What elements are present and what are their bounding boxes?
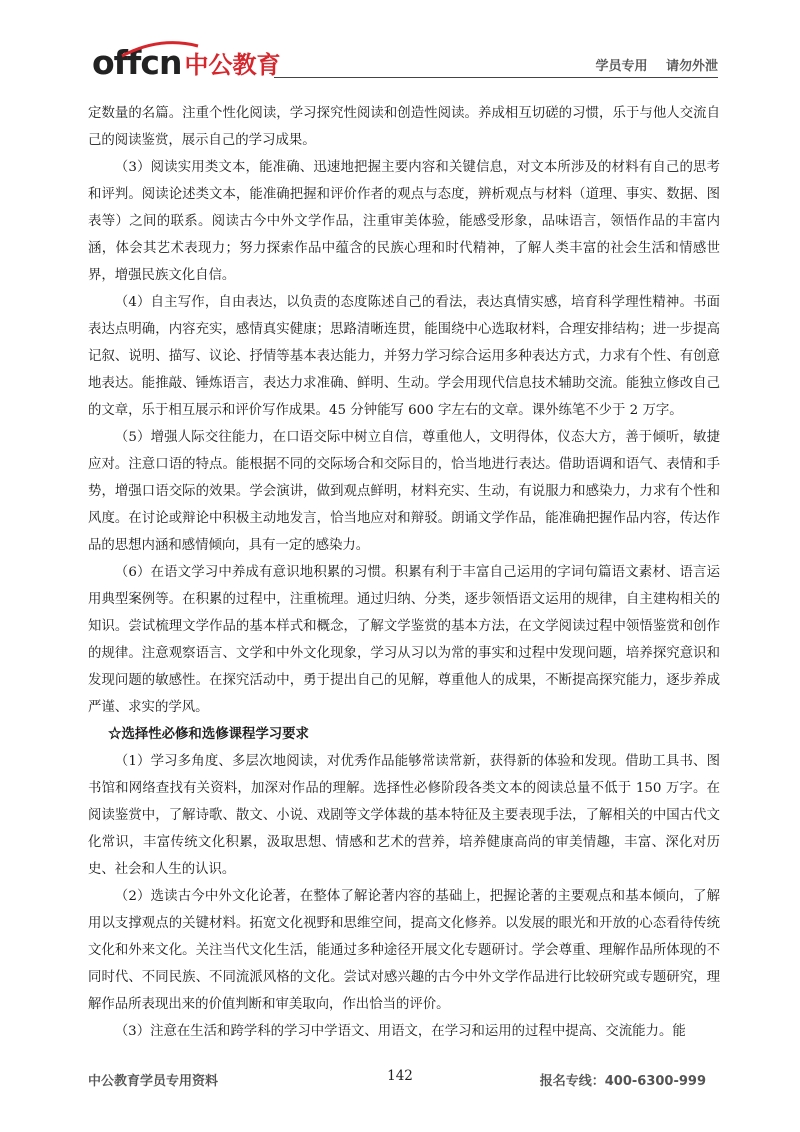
paragraph: （3）注意在生活和跨学科的学习中学语文、用语文，在学习和运用的过程中提高、交流能力。能 [114, 1024, 686, 1039]
document-body [88, 100, 720, 1045]
header-divider [274, 77, 718, 78]
paragraph: （1）学习多角度、多层次地阅读，对优秀作品能够常读常新，获得新的体验和发现。借助工具书、图书馆和网络查找有关资料，加深对作品的理解。选择性必修阶段各类文本的阅读总量不低于 150 万字。在阅读鉴赏中，了解诗歌、散文、小说、戏剧等文学体裁的基本特征及主要表现手法，了解相关的中国古代文化常识，丰富传统文化积累，汲取思想、情感和艺术的营养，培养健康高尚的审美情趣，丰富、深化对历史、社会和人生的认识。 [88, 754, 720, 877]
footer-hotline: 报名专线：400-6300-999 [539, 1074, 706, 1089]
paragraph: （5）增强人际交往能力，在口语交际中树立自信，尊重他人，文明得体，仪态大方，善于倾听，敏捷应对。注意口语的特点。能根据不同的交际场合和交际目的，恰当地进行表达。借助语调和语气、表情和手势，增强口语交际的效果。学会演讲，做到观点鲜明，材料充实、生动，有说服力和感染力，力求有个性和风度。在讨论或辩论中积极主动地发言，恰当地应对和辩驳。朗诵文学作品，能准确把握作品内容，传达作品的思想内涵和感情倾向，具有一定的感染力。 [88, 430, 720, 553]
logo-swoosh-icon [120, 38, 200, 58]
paragraph: （6）在语文学习中养成有意识地积累的习惯。积累有利于丰富自己运用的字词句篇语文素材、语言运用典型案例等。在积累的过程中，注重梳理。通过归纳、分类，逐步领悟语文运用的规律，自主建构相关的知识。尝试梳理文学作品的基本样式和概念，了解文学鉴赏的基本方法，在文学阅读过程中领悟鉴赏和创作的规律。注意观察语言、文学和中外文化现象，学习从习以为常的事实和过程中发现问题，培养探究意识和发现问题的敏感性。在探究活动中，勇于提出自己的见解，尊重他人的成果，不断提高探究能力，逐步养成严谨、求实的学风。 [88, 565, 720, 715]
logo-chinese-text: 中公教育 [184, 50, 281, 79]
page-footer [0, 1068, 800, 1092]
logo-latin-text: offcn [92, 42, 182, 82]
section-heading: ☆选择性必修和选修课程学习要求 [108, 726, 309, 742]
header-tag-confidential: 请勿外泄 [665, 59, 718, 74]
page-number: 142 [387, 1068, 413, 1084]
page-header [0, 0, 800, 92]
offcn-logo [92, 42, 280, 82]
footer-source-label: 中公教育学员专用资料 [88, 1074, 219, 1089]
header-tags [595, 55, 718, 74]
header-tag-students-only: 学员专用 [595, 59, 648, 74]
paragraph: （3）阅读实用类文本，能准确、迅速地把握主要内容和关键信息，对文本所涉及的材料有自己的思考和评判。阅读论述类文本，能准确把握和评价作者的观点与态度，辨析观点与材料（道理、事实、数据、图表等）之间的联系。阅读古今中外文学作品，注重审美体验，能感受形象，品味语言，领悟作品的丰富内涵，体会其艺术表现力；努力探索作品中蕴含的民族心理和时代精神，了解人类丰富的社会生活和情感世界，增强民族文化自信。 [88, 160, 720, 283]
paragraph: （2）选读古今中外文化论著，在整体了解论著内容的基础上，把握论著的主要观点和基本倾向，了解用以支撑观点的关键材料。拓宽文化视野和思维空间，提高文化修养。以发展的眼光和开放的心态看待传统文化和外来文化。关注当代文化生活，能通过多种途径开展文化专题研讨。学会尊重、理解作品所体现的不同时代、不同民族、不同流派风格的文化。尝试对感兴趣的古今中外文学作品进行比较研究或专题研究，理解作品所表现出来的价值判断和审美取向，作出恰当的评价。 [88, 889, 720, 1012]
paragraph: （4）自主写作，自由表达，以负责的态度陈述自己的看法，表达真情实感，培育科学理性精神。书面表达点明确，内容充实，感情真实健康；思路清晰连贯，能围绕中心选取材料，合理安排结构；进一步提高记叙、说明、描写、议论、抒情等基本表达能力，并努力学习综合运用多种表达方式，力求有个性、有创意地表达。能推敲、锤炼语言，表达力求准确、鲜明、生动。学会用现代信息技术辅助交流。能独立修改自己的文章，乐于相互展示和评价写作成果。45 分钟能写 600 字左右的文章。课外练笔不少于 2 万字。 [88, 295, 720, 418]
paragraph: 定数量的名篇。注重个性化阅读，学习探究性阅读和创造性阅读。养成相互切磋的习惯，乐于与他人交流自己的阅读鉴赏，展示自己的学习成果。 [88, 106, 720, 148]
